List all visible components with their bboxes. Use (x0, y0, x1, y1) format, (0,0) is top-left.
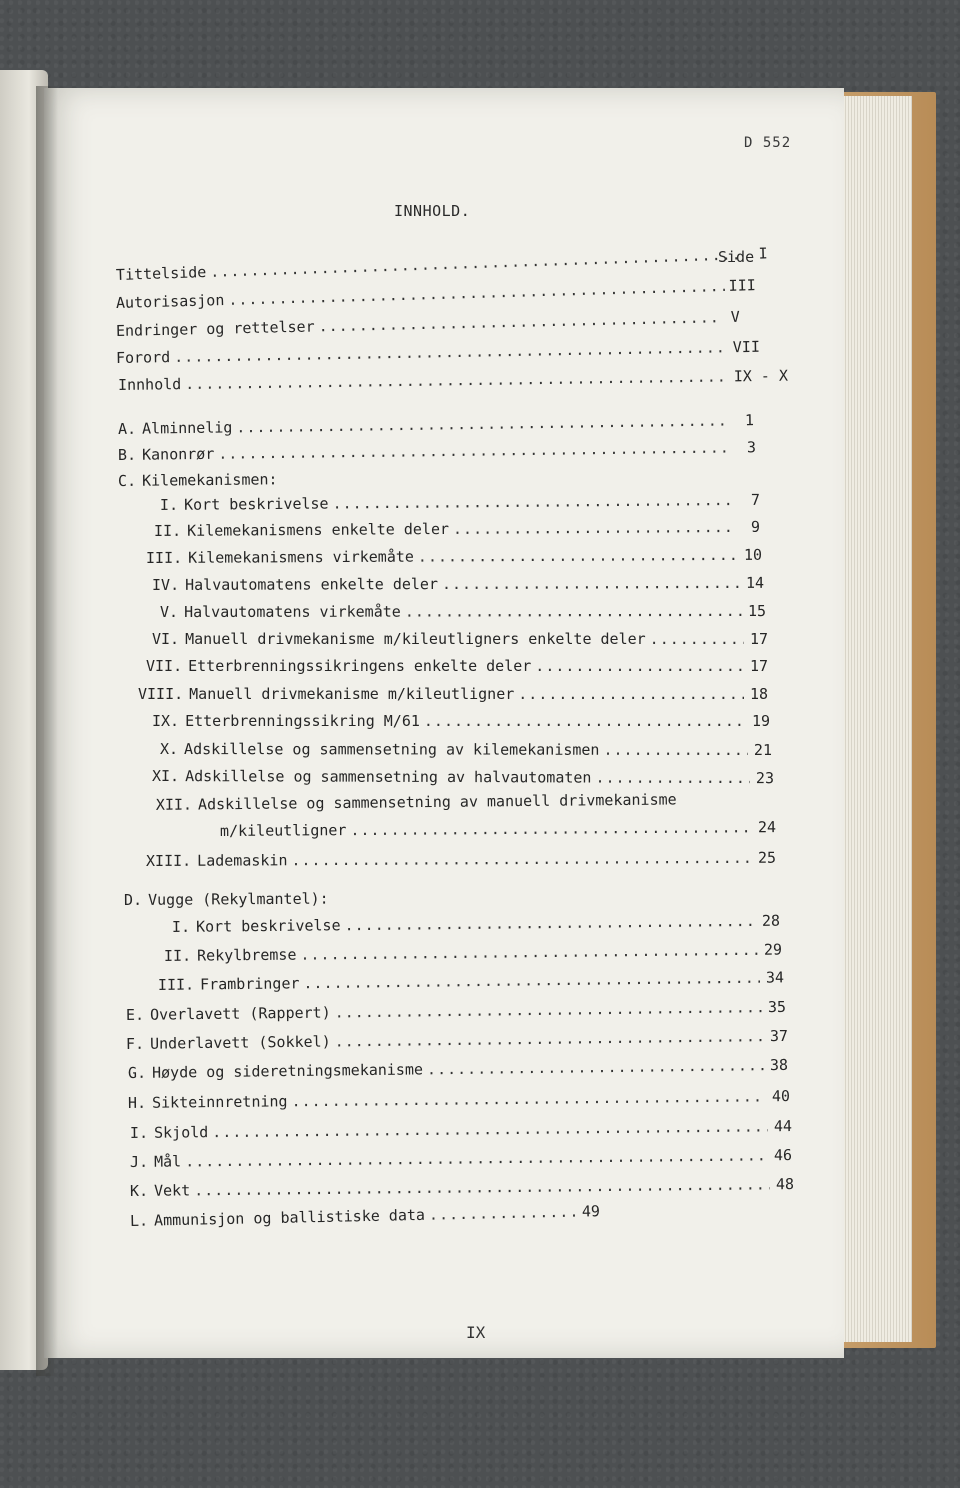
toc-entry-number: IX. (152, 712, 180, 730)
toc-entry (116, 276, 756, 312)
toc-entry-number: VI. (152, 630, 180, 648)
toc-entry (130, 1146, 792, 1171)
toc-entry-number: VII. (146, 657, 183, 675)
toc-entry (116, 338, 760, 367)
toc-entry (152, 712, 770, 730)
toc-entry (118, 411, 754, 438)
toc-entry-page: 17 (749, 630, 768, 648)
toc-entry-page: 35 (767, 997, 787, 1017)
toc-entry (130, 1202, 600, 1230)
toc-entry-page: 37 (769, 1026, 789, 1046)
toc-entry-label: Ammunisjon og ballistiske data (153, 1205, 426, 1230)
toc-entry (152, 767, 774, 787)
toc-entry-page: 21 (753, 741, 773, 760)
toc-entry-label: Lademaskin (197, 851, 288, 870)
toc-entry-page: 1 (744, 411, 755, 430)
toc-entry-label: Vugge (Rekylmantel): (147, 889, 329, 909)
toc-entry-number: H. (127, 1093, 147, 1112)
toc-entry-page: 3 (746, 438, 757, 457)
dot-leader (291, 849, 752, 869)
toc-entry (124, 890, 329, 909)
toc-entry-number: XI. (151, 767, 180, 786)
toc-entry-number: D. (123, 890, 143, 909)
toc-entry-label: Adskillelse og sammensetning av halvautomaten (185, 767, 592, 787)
dot-leader (453, 518, 736, 538)
dot-leader (212, 1117, 768, 1141)
toc-entry-number: A. (117, 419, 137, 438)
toc-entry-label: Alminnelig (141, 418, 233, 438)
dot-leader (185, 1146, 768, 1170)
toc-entry (126, 998, 786, 1024)
toc-entry (138, 685, 768, 703)
toc-entry-page: 14 (745, 573, 765, 592)
toc-entry-number: III. (157, 975, 195, 994)
dot-leader (603, 741, 748, 759)
toc-entry-page: 7 (750, 490, 761, 509)
toc-entry (118, 438, 756, 464)
dot-leader (335, 1027, 765, 1050)
dot-leader (236, 411, 730, 436)
toc-entry-label: Kort beskrivelse (183, 494, 329, 514)
toc-entry-page: 9 (750, 517, 761, 536)
toc-entry (154, 518, 760, 540)
toc-entry-number: XII. (155, 795, 193, 814)
toc-entry (128, 1087, 790, 1112)
toc-entry (160, 740, 772, 759)
toc-entry-number: I. (129, 1123, 149, 1142)
toc-entry-number: X. (159, 740, 179, 759)
toc-entry-number: B. (117, 445, 137, 464)
toc-entry-number: K. (129, 1181, 149, 1200)
toc-entry-label: Innhold (117, 375, 182, 394)
toc-entry-label: Underlavett (Sokkel) (149, 1032, 331, 1053)
toc-entry-page: I (758, 244, 768, 263)
toc-entry-page: 19 (751, 712, 770, 730)
toc-entry-page: 44 (773, 1117, 793, 1136)
toc-entry-number: E. (125, 1005, 145, 1024)
dot-leader (332, 491, 736, 513)
dot-leader (350, 818, 752, 839)
toc-entry (118, 470, 278, 490)
toc-entry-label: Sikteinnretning (151, 1092, 288, 1112)
toc-entry (146, 657, 768, 675)
dot-leader (300, 941, 758, 964)
toc-entry-page: 24 (757, 818, 777, 837)
toc-entry (128, 1056, 788, 1082)
toc-entry (130, 1117, 792, 1142)
toc-entry (146, 546, 762, 567)
dot-leader (424, 712, 746, 730)
toc-entry-number: II. (153, 521, 182, 540)
toc-entry-label: Autorisasjon (115, 290, 225, 312)
toc-entry (220, 818, 776, 840)
toc-entry-page: 29 (763, 940, 783, 959)
page-column-heading: Side (718, 248, 755, 266)
toc-entry-label: Kanonrør (141, 444, 215, 464)
toc-entry-number: C. (117, 471, 137, 490)
dot-leader (518, 685, 744, 703)
toc-entry (130, 1175, 794, 1200)
toc-entry (164, 941, 782, 965)
dot-leader (194, 1175, 770, 1199)
toc-entry-page: 46 (773, 1146, 793, 1165)
toc-entry-page: 28 (761, 911, 781, 930)
toc-entry (160, 491, 760, 514)
toc-entry-page: 18 (749, 685, 768, 703)
toc-entry-label: Kort beskrivelse (195, 916, 341, 936)
toc-entry-label: Vekt (153, 1181, 191, 1200)
toc-entry-label: Skjold (153, 1123, 209, 1142)
toc-entry (146, 790, 677, 814)
toc-entry (126, 1027, 788, 1053)
toc-entry (116, 308, 740, 340)
toc-entry-number: XIII. (145, 851, 192, 870)
dot-leader (318, 308, 716, 335)
toc-entry-number: III. (145, 548, 183, 567)
toc-entry-number: F. (125, 1034, 145, 1053)
dot-leader (303, 969, 760, 993)
dot-leader (650, 630, 744, 648)
toc-entry-label: Halvautomatens enkelte deler (185, 575, 438, 594)
toc-entry-page: 49 (581, 1202, 601, 1221)
toc-entry-label: Adskillelse og sammensetning av manuell drivmekanisme (197, 790, 677, 814)
dot-leader (595, 769, 750, 788)
toc-entry-label: m/kileutligner (219, 821, 347, 840)
toc-entry-page: III (728, 276, 757, 295)
toc-entry-label: Kilemekanismen: (141, 470, 278, 490)
toc-entry-page: 10 (743, 545, 763, 564)
toc-entry-label: Adskillelse og sammensetning av kilemekanismen (184, 740, 600, 759)
toc-entry-label: Endringer og rettelser (115, 317, 315, 340)
toc-entry-number: IV. (151, 575, 180, 594)
toc-entry-number: I. (171, 917, 191, 936)
document-id: D 552 (744, 135, 792, 151)
dot-leader (535, 657, 744, 675)
toc-entry (118, 367, 788, 394)
toc-entry-label: Mål (153, 1152, 182, 1171)
toc-entry-number: L. (129, 1211, 149, 1230)
page-number: IX (466, 1323, 486, 1342)
toc-entry-label: Overlavett (Rappert) (149, 1003, 331, 1024)
toc-entry-label: Kilemekanismens virkemåte (188, 547, 414, 567)
toc-entry-page: IX - X (733, 366, 789, 386)
dot-leader (418, 546, 738, 566)
toc-entry-number: G. (127, 1063, 147, 1082)
toc-entry (152, 630, 768, 648)
toc-entry-label: Halvautomatens virkemåte (184, 602, 401, 621)
toc-entry-label: Manuell drivmekanisme m/kileutligner (189, 685, 515, 703)
dot-leader (291, 1087, 766, 1110)
toc-entry-label: Kilemekanismens enkelte deler (187, 519, 450, 540)
dot-leader (218, 438, 732, 462)
toc-entry-page: 15 (747, 601, 767, 620)
toc-entry (158, 968, 784, 994)
dot-leader (210, 245, 744, 281)
toc-entry-number: VIII. (138, 685, 184, 703)
toc-entry (152, 574, 764, 594)
toc-entry-label: Frambringer (200, 974, 300, 994)
toc-entry-page: 34 (765, 968, 785, 987)
toc-entry-number: J. (129, 1152, 149, 1171)
toc-entry-page: 40 (771, 1087, 791, 1106)
dot-leader (185, 367, 730, 393)
dot-leader (228, 277, 725, 309)
toc-entry-number: I. (159, 495, 179, 514)
dot-leader (429, 1203, 576, 1224)
toc-entry-page: VII (732, 337, 761, 357)
page-title: INNHOLD. (394, 202, 471, 220)
dot-leader (335, 998, 763, 1021)
toc-entry-page: 23 (755, 769, 775, 788)
toc-entry-page: 38 (769, 1055, 789, 1075)
toc-entry-label: Manuell drivmekanisme m/kileutligners enkelte deler (185, 630, 646, 648)
toc-entry-number: II. (163, 946, 192, 965)
toc-entry-number: V. (159, 602, 179, 621)
toc-entry-page: 25 (757, 848, 777, 867)
dot-leader (405, 602, 742, 621)
toc-entry-label: Etterbrenningssikringens enkelte deler (188, 657, 532, 675)
toc-entry-label: Etterbrenningssikring M/61 (185, 712, 420, 730)
toc-entry-label: Tittelside (115, 263, 207, 284)
toc-entry-label: Rekylbremse (196, 945, 297, 965)
toc-entry (160, 602, 766, 621)
toc-entry-page: V (730, 307, 741, 327)
toc-entry-label: Forord (115, 348, 171, 367)
dot-leader (442, 574, 740, 593)
toc-entry (146, 849, 776, 870)
toc-entry-page: 17 (749, 657, 768, 675)
dot-leader (174, 338, 729, 366)
toc-entry (172, 912, 780, 936)
toc-entry-label: Høyde og sideretningsmekanisme (151, 1060, 424, 1082)
toc-entry-page: 48 (775, 1175, 795, 1194)
dot-leader (344, 912, 756, 934)
dot-leader (427, 1056, 764, 1078)
